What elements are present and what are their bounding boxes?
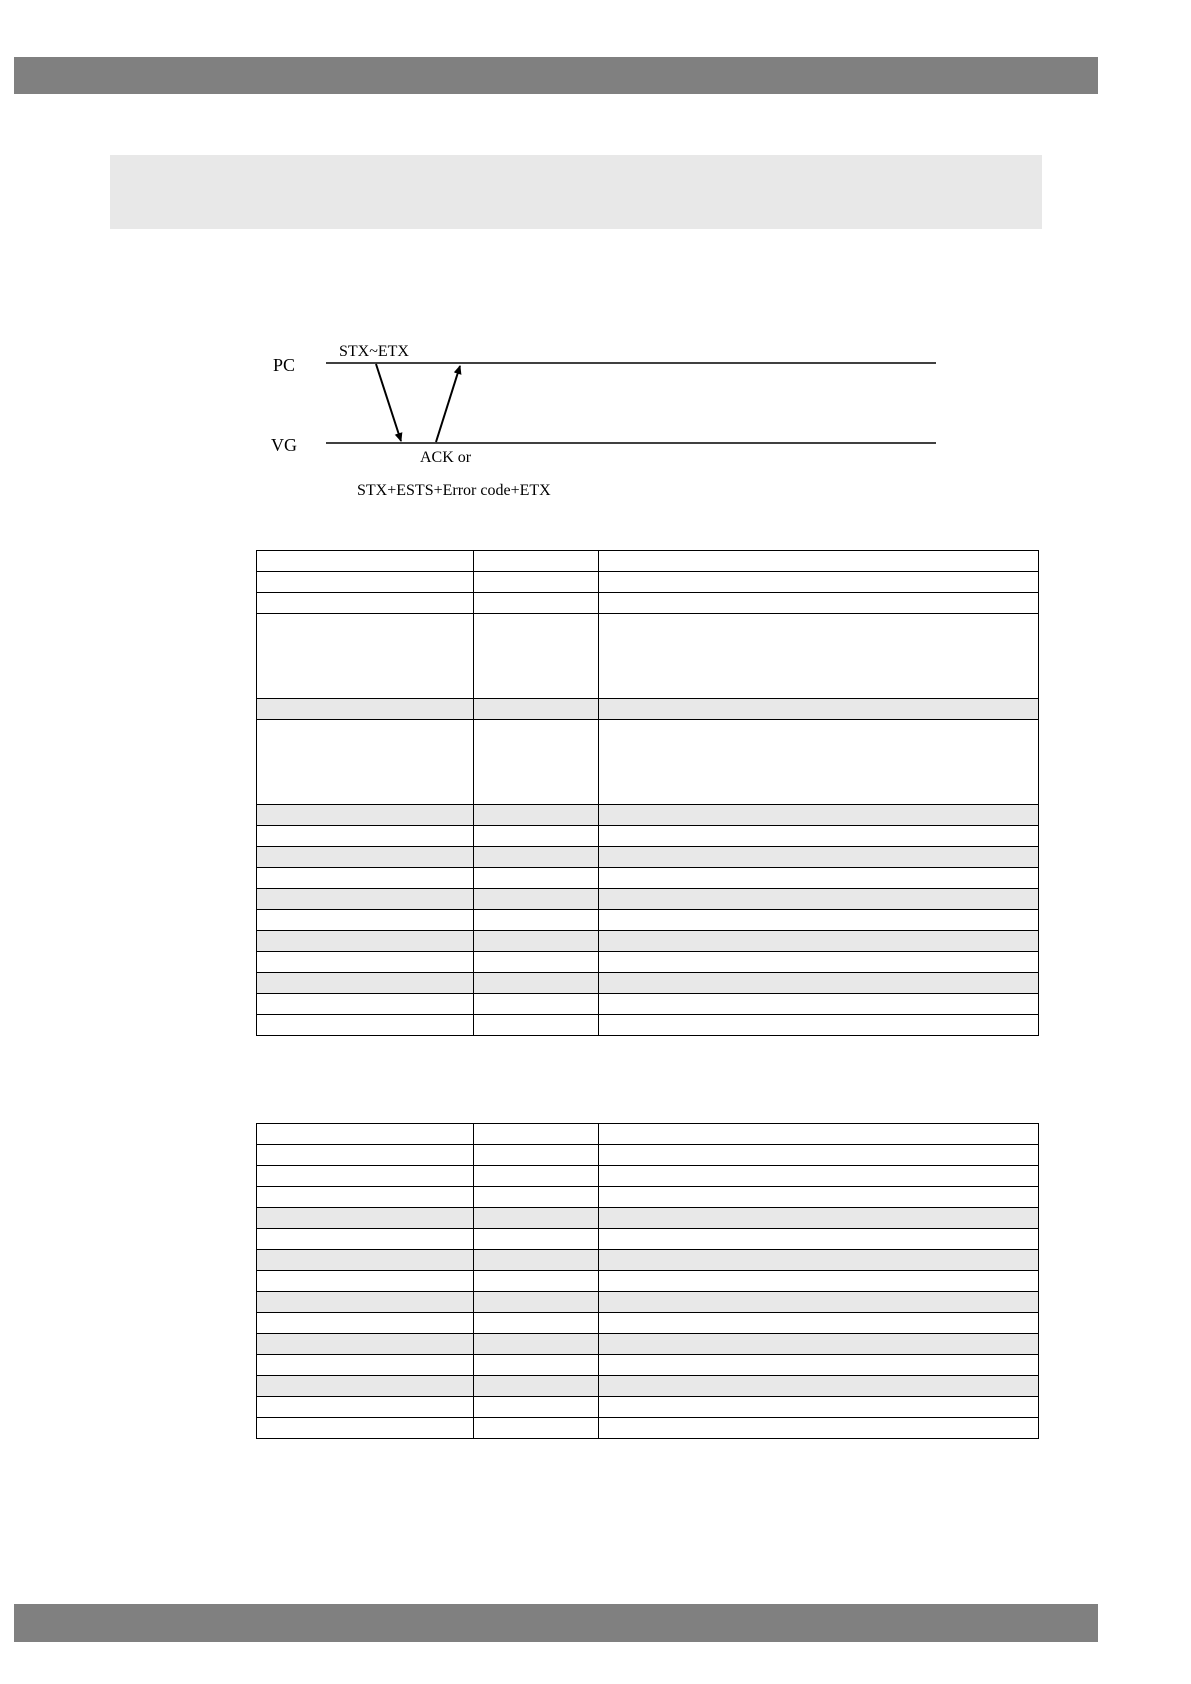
table-row — [257, 720, 1039, 805]
table-cell — [599, 931, 1039, 952]
table-cell — [599, 551, 1039, 572]
table-cell — [599, 1208, 1039, 1229]
table-cell — [257, 994, 474, 1015]
reply-label-line2: STX+ESTS+Error code+ETX — [357, 482, 551, 499]
table-cell — [474, 572, 599, 593]
table-cell — [599, 826, 1039, 847]
table-cell — [474, 1334, 599, 1355]
table-cell — [474, 805, 599, 826]
table-cell — [257, 973, 474, 994]
table-cell — [257, 1166, 474, 1187]
table-cell — [599, 1334, 1039, 1355]
table-cell — [599, 994, 1039, 1015]
send-label: STX~ETX — [339, 343, 409, 360]
table-cell — [599, 1166, 1039, 1187]
table-cell — [257, 1292, 474, 1313]
table-cell — [599, 720, 1039, 805]
table-row — [257, 910, 1039, 931]
table-cell — [474, 847, 599, 868]
table-cell — [474, 973, 599, 994]
table-cell — [599, 593, 1039, 614]
table-cell — [257, 826, 474, 847]
table-cell — [599, 1397, 1039, 1418]
table-cell — [257, 551, 474, 572]
table-cell — [257, 1208, 474, 1229]
table-row — [257, 1015, 1039, 1036]
table-cell — [257, 805, 474, 826]
table-cell — [257, 1250, 474, 1271]
table-cell — [599, 1418, 1039, 1439]
table-cell — [474, 1250, 599, 1271]
table-row — [257, 1355, 1039, 1376]
table-cell — [599, 889, 1039, 910]
table-cell — [599, 868, 1039, 889]
table-cell — [257, 593, 474, 614]
table-cell — [257, 952, 474, 973]
table-cell — [599, 1229, 1039, 1250]
table-row — [257, 1166, 1039, 1187]
table-cell — [474, 593, 599, 614]
table-cell — [474, 889, 599, 910]
table-cell — [257, 1418, 474, 1439]
section-heading-band — [110, 155, 1042, 229]
table-cell — [257, 868, 474, 889]
table-row — [257, 699, 1039, 720]
table-cell — [599, 614, 1039, 699]
vg-label: VG — [271, 435, 297, 455]
command-table — [256, 550, 1039, 1036]
table-row — [257, 1145, 1039, 1166]
table-cell — [474, 910, 599, 931]
table-cell — [474, 1187, 599, 1208]
table-row — [257, 1376, 1039, 1397]
table-cell — [599, 1145, 1039, 1166]
table-cell — [474, 1166, 599, 1187]
table-cell — [474, 1313, 599, 1334]
table-cell — [474, 868, 599, 889]
table-row — [257, 1397, 1039, 1418]
table-cell — [599, 1376, 1039, 1397]
table-cell — [257, 910, 474, 931]
table-cell — [599, 1250, 1039, 1271]
header-bar — [14, 57, 1098, 94]
table-cell — [257, 1229, 474, 1250]
table-cell — [599, 572, 1039, 593]
table-cell — [257, 931, 474, 952]
table-cell — [257, 699, 474, 720]
table-cell — [257, 889, 474, 910]
table-cell — [599, 699, 1039, 720]
table-cell — [474, 1229, 599, 1250]
send-arrow — [376, 364, 401, 441]
table-cell — [474, 826, 599, 847]
table-row — [257, 1187, 1039, 1208]
table-cell — [474, 1418, 599, 1439]
table-row — [257, 805, 1039, 826]
table-row — [257, 1334, 1039, 1355]
table-row — [257, 868, 1039, 889]
table-cell — [599, 1187, 1039, 1208]
table-row — [257, 551, 1039, 572]
reply-arrow — [436, 366, 460, 442]
communication-sequence-diagram — [260, 335, 940, 505]
table-row — [257, 1271, 1039, 1292]
error-code-table — [256, 1123, 1039, 1439]
table-cell — [599, 1271, 1039, 1292]
table-cell — [599, 1355, 1039, 1376]
table-cell — [257, 1145, 474, 1166]
table-cell — [257, 1397, 474, 1418]
table-row — [257, 593, 1039, 614]
table-row — [257, 889, 1039, 910]
table-row — [257, 1229, 1039, 1250]
table-cell — [474, 1145, 599, 1166]
table-row — [257, 994, 1039, 1015]
table-cell — [257, 847, 474, 868]
table-row — [257, 952, 1039, 973]
table-cell — [257, 1355, 474, 1376]
table-row — [257, 931, 1039, 952]
table-row — [257, 1292, 1039, 1313]
table-cell — [257, 1124, 474, 1145]
table-row — [257, 826, 1039, 847]
pc-label: PC — [273, 355, 296, 375]
table-cell — [474, 931, 599, 952]
table-cell — [474, 1355, 599, 1376]
table-cell — [599, 910, 1039, 931]
table-cell — [599, 952, 1039, 973]
table-cell — [599, 1015, 1039, 1036]
table-cell — [474, 952, 599, 973]
table-cell — [257, 1334, 474, 1355]
table-cell — [474, 1124, 599, 1145]
table-cell — [257, 720, 474, 805]
table-cell — [474, 1376, 599, 1397]
table-cell — [257, 614, 474, 699]
table-cell — [474, 1292, 599, 1313]
table-cell — [474, 1208, 599, 1229]
table-cell — [474, 699, 599, 720]
table-row — [257, 1208, 1039, 1229]
table-cell — [474, 1397, 599, 1418]
table-cell — [599, 847, 1039, 868]
sequence-diagram-lines — [260, 335, 940, 505]
footer-bar — [14, 1604, 1098, 1642]
table-cell — [257, 1313, 474, 1334]
table-cell — [257, 1187, 474, 1208]
table-row — [257, 572, 1039, 593]
table-cell — [474, 614, 599, 699]
table-cell — [474, 994, 599, 1015]
table-cell — [599, 973, 1039, 994]
table-row — [257, 973, 1039, 994]
table-row — [257, 1250, 1039, 1271]
table-cell — [474, 1015, 599, 1036]
table-row — [257, 847, 1039, 868]
table-cell — [599, 1292, 1039, 1313]
table-cell — [599, 805, 1039, 826]
table-row — [257, 1313, 1039, 1334]
table-cell — [474, 720, 599, 805]
table-cell — [474, 551, 599, 572]
table-cell — [599, 1313, 1039, 1334]
table-cell — [474, 1271, 599, 1292]
table-row — [257, 614, 1039, 699]
table-cell — [257, 1271, 474, 1292]
table-row — [257, 1124, 1039, 1145]
table-cell — [257, 1376, 474, 1397]
table-row — [257, 1418, 1039, 1439]
table-cell — [257, 1015, 474, 1036]
reply-label-line1: ACK or — [420, 449, 472, 466]
table-cell — [599, 1124, 1039, 1145]
table-cell — [257, 572, 474, 593]
